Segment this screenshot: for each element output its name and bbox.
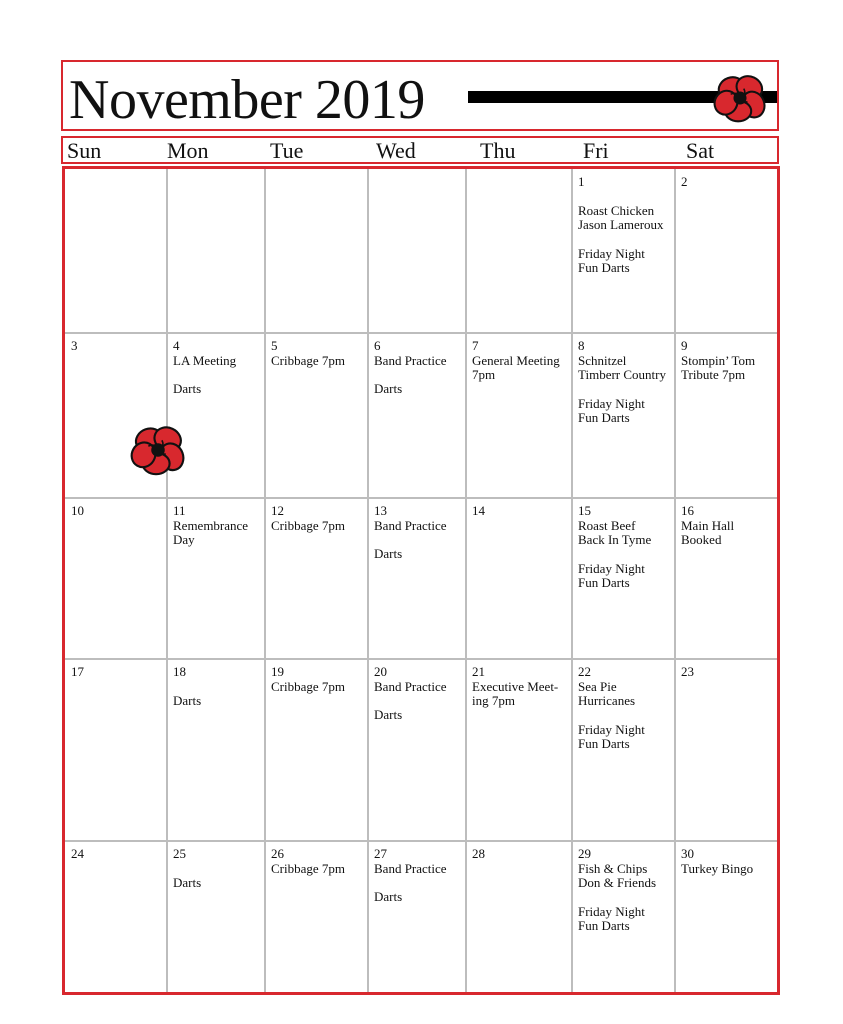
event-text: Fish & Chips: [578, 860, 648, 876]
poppy-icon: [127, 421, 189, 479]
calendar-grid: [62, 166, 780, 995]
day-cell-15: [578, 504, 651, 591]
event-text: Jason Lameroux: [578, 217, 664, 232]
calendar-header: [61, 60, 779, 131]
event-text: Friday Night: [578, 903, 645, 919]
weekday-label-mon: Mon: [167, 138, 209, 163]
event-text: Band Practice: [374, 678, 447, 694]
day-cell-28: [472, 847, 485, 862]
day-cell-29: [578, 847, 656, 934]
day-cell-24: [71, 847, 84, 862]
grid-column-divider: [674, 169, 676, 992]
day-cell-16: [681, 504, 734, 548]
day-number: 6: [374, 338, 381, 353]
day-number: 29: [578, 846, 591, 861]
event-text: Roast Beef: [578, 517, 636, 533]
grid-row-divider: [65, 840, 777, 842]
day-number: 9: [681, 338, 688, 353]
event-text: ing 7pm: [472, 693, 515, 708]
day-cell-13: [374, 504, 447, 562]
day-number: 20: [374, 664, 387, 679]
day-number: 3: [71, 338, 78, 353]
day-cell-3: [71, 339, 78, 354]
day-cell-25: [173, 847, 201, 890]
line-spacer: [374, 368, 447, 382]
weekday-label-fri: Fri: [583, 138, 609, 163]
day-number: 7: [472, 338, 479, 353]
line-spacer: [578, 190, 664, 204]
day-cell-5: [271, 339, 345, 368]
day-number: 5: [271, 338, 278, 353]
day-number: 17: [71, 664, 84, 679]
event-text: 7pm: [472, 367, 496, 382]
day-number: 23: [681, 664, 694, 679]
event-text: Main Hall: [681, 517, 735, 533]
event-text: Day: [173, 532, 195, 547]
day-number: 26: [271, 846, 284, 861]
event-text: Timberr Country: [578, 367, 666, 382]
day-cell-2: [681, 175, 688, 190]
event-text: Band Practice: [374, 517, 447, 533]
day-number: 24: [71, 846, 84, 861]
grid-column-divider: [465, 169, 467, 992]
weekday-label-wed: Wed: [376, 138, 416, 163]
event-text: Friday Night: [578, 395, 645, 411]
grid-column-divider: [166, 169, 168, 992]
grid-row-divider: [65, 332, 777, 334]
event-text: Fun Darts: [578, 575, 630, 590]
event-text: Hurricanes: [578, 693, 636, 708]
day-cell-1: [578, 175, 664, 276]
day-cell-21: [472, 665, 558, 709]
day-cell-20: [374, 665, 447, 723]
day-number: 2: [681, 174, 688, 189]
day-number: 19: [271, 664, 284, 679]
event-text: Darts: [173, 692, 202, 708]
line-spacer: [578, 548, 651, 562]
event-text: Fun Darts: [578, 260, 630, 275]
line-spacer: [374, 694, 447, 708]
event-text: Back In Tyme: [578, 532, 652, 547]
event-text: Darts: [374, 546, 403, 561]
event-text: Fun Darts: [578, 410, 630, 425]
grid-column-divider: [264, 169, 266, 992]
event-text: Booked: [681, 532, 722, 547]
day-number: 10: [71, 503, 84, 518]
line-spacer: [578, 891, 656, 905]
day-cell-8: [578, 339, 666, 426]
day-number: 27: [374, 846, 387, 861]
day-number: 28: [472, 846, 485, 861]
day-number: 18: [173, 664, 186, 679]
day-number: 4: [173, 338, 180, 353]
day-cell-22: [578, 665, 645, 752]
day-cell-23: [681, 665, 694, 680]
grid-column-divider: [571, 169, 573, 992]
event-text: Remembrance: [173, 517, 249, 533]
event-text: Turkey Bingo: [681, 860, 754, 876]
poppy-icon: [710, 70, 770, 126]
event-text: Friday Night: [578, 245, 645, 261]
day-number: 14: [472, 503, 485, 518]
line-spacer: [578, 233, 664, 247]
grid-column-divider: [367, 169, 369, 992]
event-text: Stompin’ Tom: [681, 352, 756, 368]
day-cell-7: [472, 339, 560, 383]
grid-row-divider: [65, 497, 777, 499]
day-cell-10: [71, 504, 84, 519]
event-text: Fun Darts: [578, 736, 630, 751]
day-number: 8: [578, 338, 585, 353]
event-text: Darts: [173, 381, 202, 396]
event-text: Friday Night: [578, 721, 645, 737]
day-cell-27: [374, 847, 447, 905]
day-cell-14: [472, 504, 485, 519]
day-cell-12: [271, 504, 345, 533]
weekday-label-sun: Sun: [67, 138, 102, 163]
day-cell-19: [271, 665, 345, 694]
day-number: 16: [681, 503, 694, 518]
event-text: Cribbage 7pm: [271, 860, 346, 876]
event-text: Darts: [374, 707, 403, 722]
line-spacer: [374, 876, 447, 890]
event-text: Darts: [374, 381, 403, 396]
line-spacer: [173, 680, 201, 694]
weekday-label-sat: Sat: [686, 138, 715, 163]
weekday-label-thu: Thu: [480, 138, 516, 163]
line-spacer: [578, 383, 666, 397]
day-cell-30: [681, 847, 753, 876]
day-number: 25: [173, 846, 186, 861]
weekday-label-tue: Tue: [270, 138, 304, 163]
event-text: General Meeting: [472, 352, 560, 368]
day-cell-26: [271, 847, 345, 876]
day-cell-4: [173, 339, 236, 397]
event-text: Roast Chicken: [578, 202, 655, 218]
event-text: Tribute 7pm: [681, 367, 746, 382]
day-number: 12: [271, 503, 284, 518]
event-text: Band Practice: [374, 352, 447, 368]
day-number: 15: [578, 503, 591, 518]
event-text: Schnitzel: [578, 352, 627, 368]
day-cell-17: [71, 665, 84, 680]
day-number: 11: [173, 503, 186, 518]
day-cell-6: [374, 339, 447, 397]
event-text: Sea Pie: [578, 678, 617, 694]
line-spacer: [173, 862, 201, 876]
event-text: Cribbage 7pm: [271, 517, 346, 533]
event-text: Executive Meet-: [472, 678, 559, 694]
day-number: 1: [578, 174, 585, 189]
day-number: 22: [578, 664, 591, 679]
event-text: Cribbage 7pm: [271, 352, 346, 368]
day-number: 13: [374, 503, 387, 518]
event-text: LA Meeting: [173, 352, 237, 368]
day-cell-18: [173, 665, 201, 708]
line-spacer: [578, 709, 645, 723]
line-spacer: [173, 368, 236, 382]
day-cell-11: [173, 504, 248, 548]
day-cell-9: [681, 339, 755, 383]
event-text: Don & Friends: [578, 875, 656, 890]
event-text: Band Practice: [374, 860, 447, 876]
grid-row-divider: [65, 658, 777, 660]
event-text: Darts: [173, 874, 202, 890]
day-number: 30: [681, 846, 694, 861]
event-text: Friday Night: [578, 560, 645, 576]
month-title: November 2019: [69, 69, 425, 131]
day-number: 21: [472, 664, 485, 679]
weekday-header-row: [61, 136, 779, 164]
line-spacer: [374, 533, 447, 547]
event-text: Fun Darts: [578, 918, 630, 933]
event-text: Cribbage 7pm: [271, 678, 346, 694]
event-text: Darts: [374, 889, 403, 904]
